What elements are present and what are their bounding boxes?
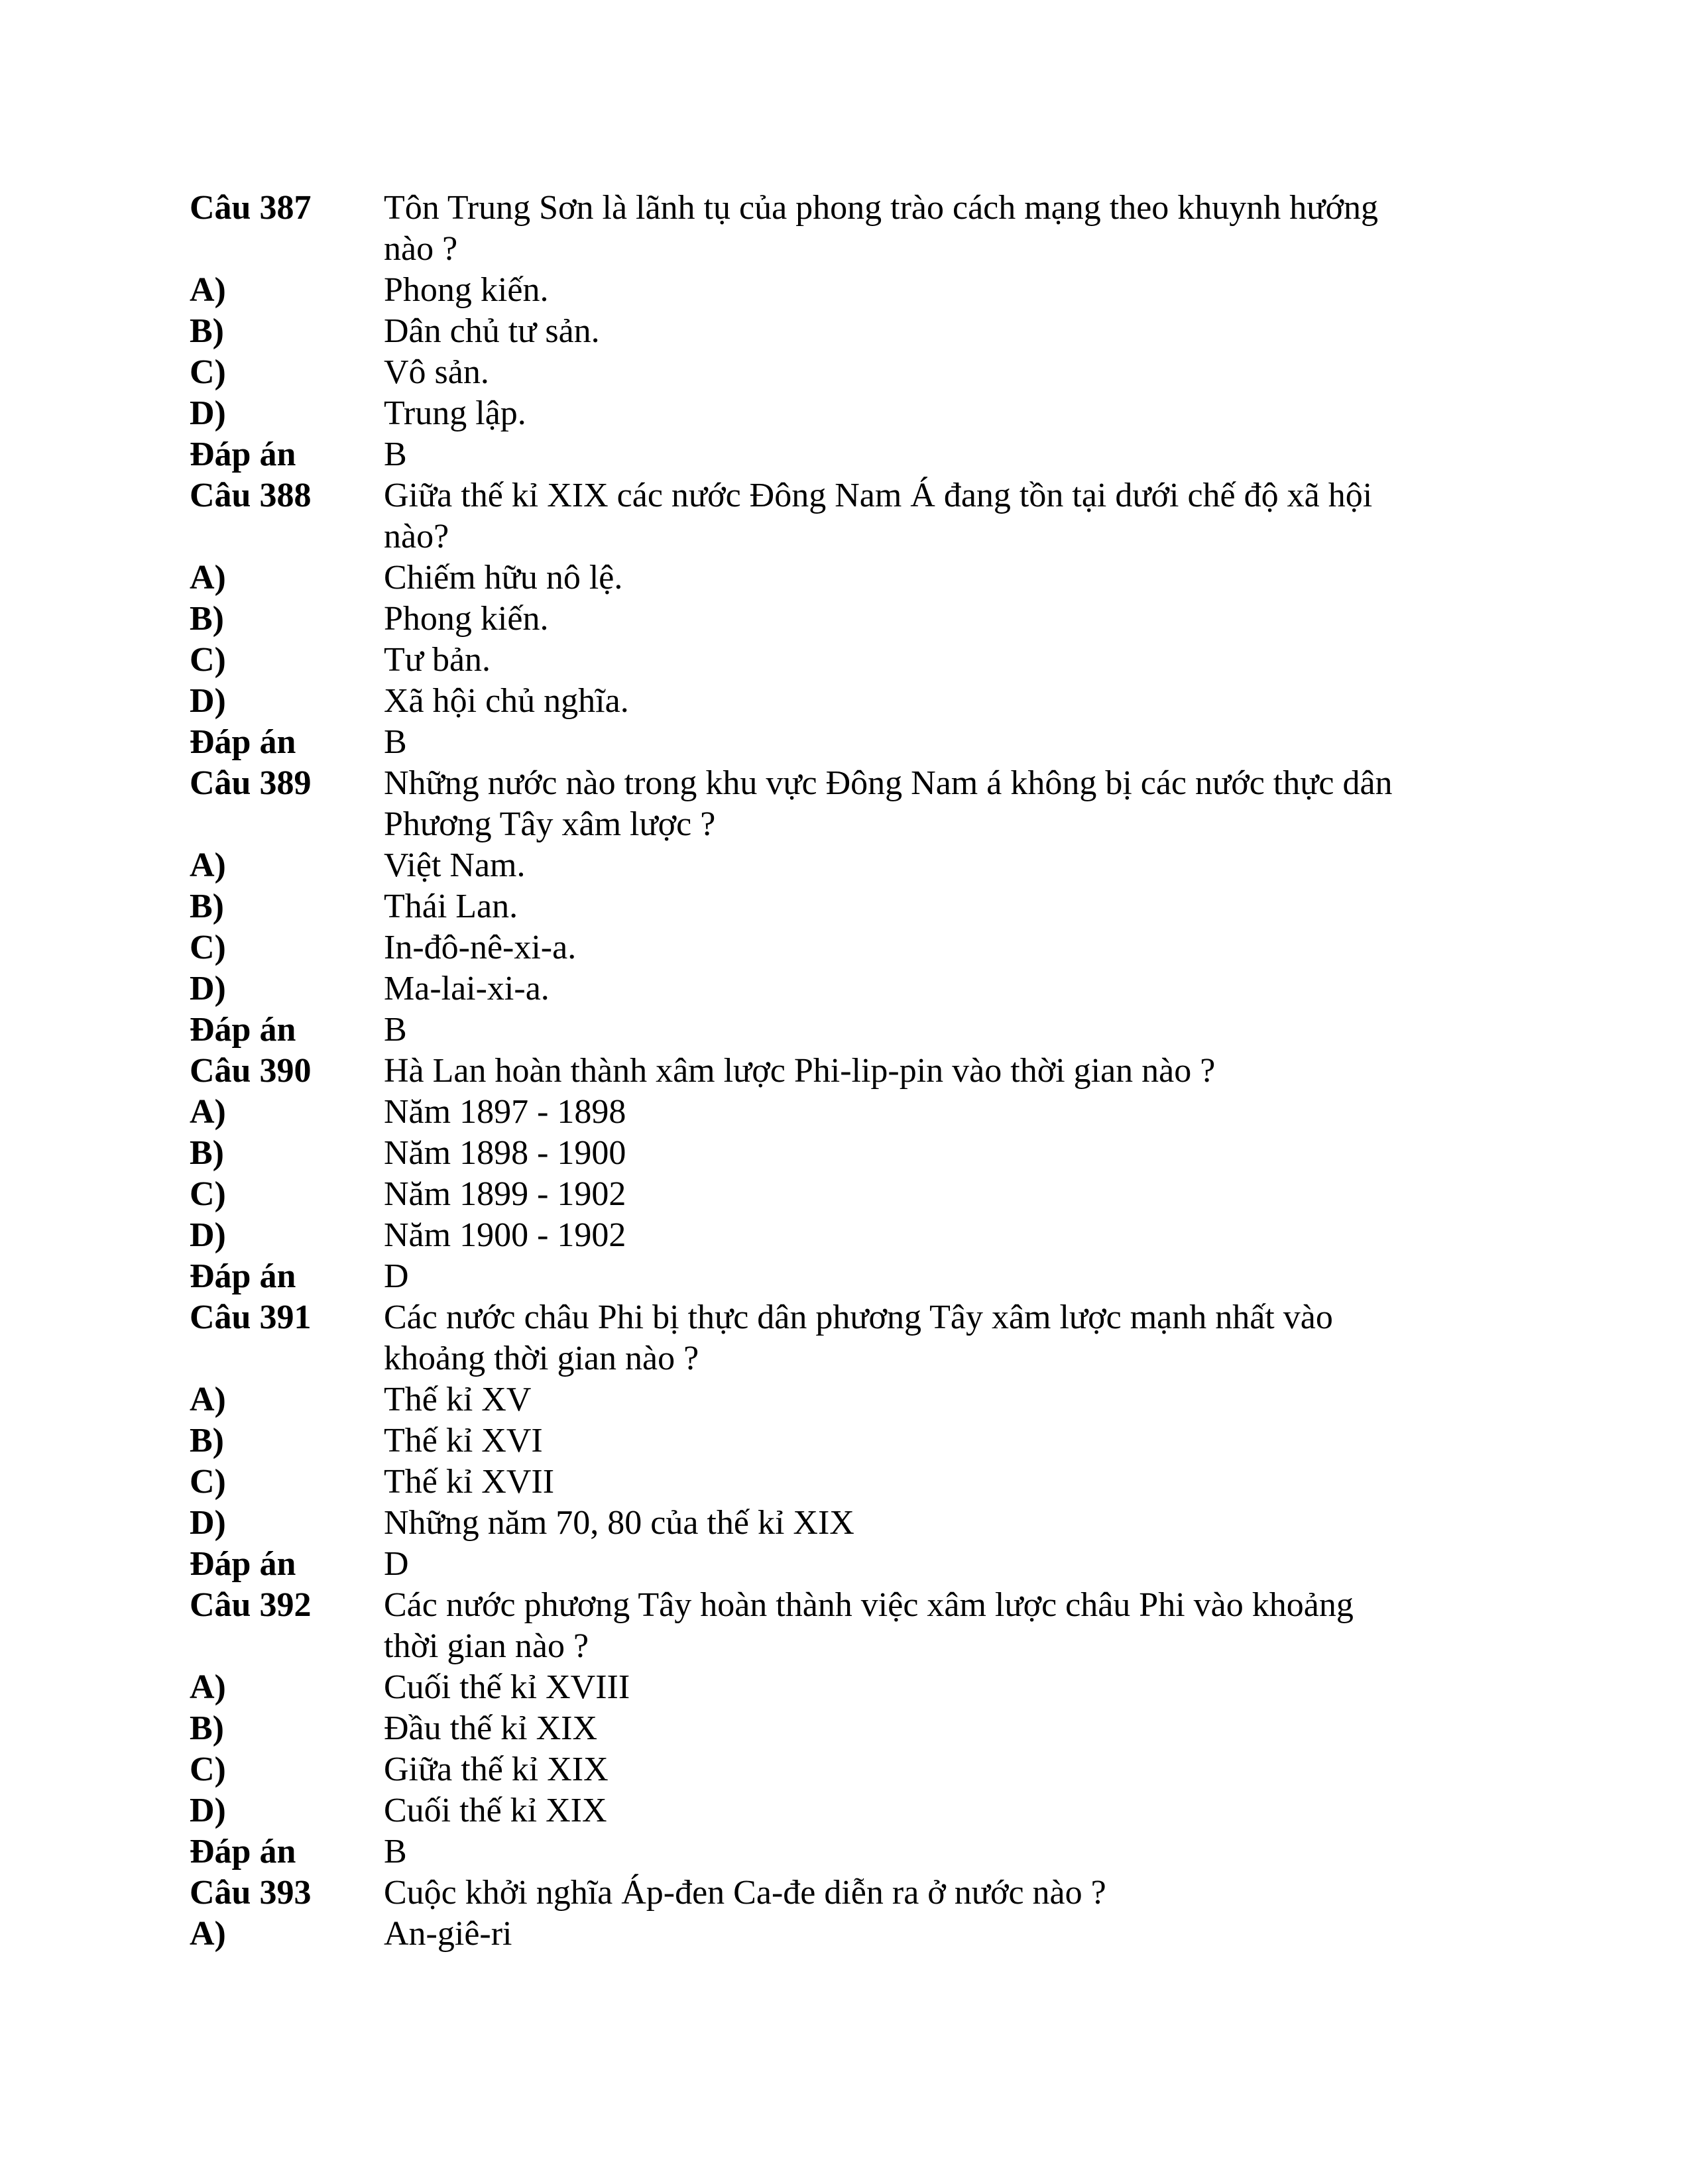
answer-row-text: B [384,723,407,761]
option-row [190,968,1489,1009]
option-row-text: Giữa thế kỉ XIX [384,1751,609,1788]
option-row-label: A) [190,559,226,597]
option-row [190,1708,1489,1749]
option-row-label: B) [190,600,224,638]
option-row-text: Chiếm hữu nô lệ. [384,559,623,597]
question-row-label: Câu 393 [190,1874,312,1912]
option-row [190,393,1489,434]
option-row-label: B) [190,1422,224,1460]
answer-row-label: Đáp án [190,1011,296,1049]
option-row-label: B) [190,888,224,925]
option-row [190,1379,1489,1420]
option-row [190,1462,1489,1503]
option-row [190,352,1489,393]
answer-row-text: B [384,1833,407,1870]
answer-row-label: Đáp án [190,1545,296,1583]
option-row [190,681,1489,722]
option-row-label: A) [190,1915,226,1953]
answer-row [190,1256,1489,1297]
option-row-label: C) [190,1463,226,1501]
option-row-label: D) [190,1792,226,1829]
question-row-label: Câu 389 [190,764,312,802]
answer-row-label: Đáp án [190,1257,296,1295]
option-row-label: B) [190,312,224,350]
answer-row [190,434,1489,475]
option-row-text: Xã hội chủ nghĩa. [384,682,629,720]
option-row [190,845,1489,886]
option-row-label: D) [190,394,226,432]
option-row-text: Thế kỉ XVI [384,1422,543,1460]
question-row-text: Giữa thế kỉ XIX các nước Đông Nam Á đang tồn tại dưới chế độ xã hội nào? [384,477,1373,555]
question-row-label: Câu 387 [190,189,312,227]
option-row-label: D) [190,682,226,720]
question-row [190,1051,1489,1092]
option-row-text: Cuối thế kỉ XVIII [384,1668,630,1706]
answer-row-text: D [384,1257,409,1295]
option-row [190,1420,1489,1462]
option-row-text: Đầu thế kỉ XIX [384,1709,598,1747]
question-row-label: Câu 388 [190,477,312,514]
option-row-label: A) [190,1668,226,1706]
answer-row-text: B [384,435,407,473]
option-row-text: Năm 1897 - 1898 [384,1093,626,1131]
option-row [190,311,1489,352]
answer-row [190,722,1489,763]
option-row-label: A) [190,271,226,309]
option-row [190,927,1489,968]
option-row [190,557,1489,599]
option-row-text: Phong kiến. [384,271,549,309]
option-row-text: Thái Lan. [384,888,518,925]
answer-row-text: B [384,1011,407,1049]
option-row-label: D) [190,970,226,1007]
answer-row-label: Đáp án [190,723,296,761]
option-row-text: Dân chủ tư sản. [384,312,600,350]
option-row-text: Cuối thế kỉ XIX [384,1792,607,1829]
option-row-text: Những năm 70, 80 của thế kỉ XIX [384,1504,854,1542]
option-row [190,640,1489,681]
option-row-text: Thế kỉ XV [384,1381,532,1418]
option-row [190,886,1489,927]
option-row-label: D) [190,1216,226,1254]
question-row [190,1585,1489,1667]
quiz-document [190,188,1489,1955]
option-row-text: An-giê-ri [384,1915,512,1953]
question-row-text: Những nước nào trong khu vực Đông Nam á không bị các nước thực dân Phương Tây xâm lược ? [384,764,1393,843]
question-row-label: Câu 392 [190,1586,312,1624]
option-row-label: A) [190,846,226,884]
option-row [190,1667,1489,1708]
option-row-text: Thế kỉ XVII [384,1463,555,1501]
option-row [190,1749,1489,1790]
question-row [190,475,1489,557]
option-row-label: B) [190,1709,224,1747]
option-row-text: Năm 1899 - 1902 [384,1175,626,1213]
answer-row-label: Đáp án [190,1833,296,1870]
question-row-text: Các nước phương Tây hoàn thành việc xâm lược châu Phi vào khoảng thời gian nào ? [384,1586,1354,1665]
question-row [190,1297,1489,1379]
question-row-text: Hà Lan hoàn thành xâm lược Phi-lip-pin vào thời gian nào ? [384,1052,1216,1090]
option-row-label: A) [190,1093,226,1131]
answer-row [190,1009,1489,1051]
option-row [190,1215,1489,1256]
question-row [190,1872,1489,1914]
question-row-label: Câu 390 [190,1052,312,1090]
option-row [190,1092,1489,1133]
answer-row [190,1544,1489,1585]
question-row-label: Câu 391 [190,1298,312,1336]
option-row-text: Năm 1898 - 1900 [384,1134,626,1172]
option-row-label: C) [190,353,226,391]
answer-row-text: D [384,1545,409,1583]
question-row-text: Tôn Trung Sơn là lãnh tụ của phong trào cách mạng theo khuynh hướng nào ? [384,189,1378,268]
option-row [190,599,1489,640]
answer-row [190,1831,1489,1872]
option-row-text: Phong kiến. [384,600,549,638]
option-row-text: Việt Nam. [384,846,526,884]
option-row-label: C) [190,929,226,966]
option-row-label: C) [190,1751,226,1788]
option-row-label: C) [190,1175,226,1213]
option-row-text: In-đô-nê-xi-a. [384,929,577,966]
option-row-label: D) [190,1504,226,1542]
question-row [190,188,1489,270]
option-row [190,1133,1489,1174]
question-row-text: Các nước châu Phi bị thực dân phương Tây xâm lược mạnh nhất vào khoảng thời gian nào ? [384,1298,1333,1377]
option-row-label: A) [190,1381,226,1418]
option-row [190,270,1489,311]
question-row-text: Cuộc khởi nghĩa Áp-đen Ca-đe diễn ra ở nước nào ? [384,1874,1106,1912]
option-row-text: Năm 1900 - 1902 [384,1216,626,1254]
option-row-text: Vô sản. [384,353,489,391]
option-row [190,1914,1489,1955]
option-row-text: Trung lập. [384,394,526,432]
answer-row-label: Đáp án [190,435,296,473]
question-row [190,763,1489,845]
option-row-text: Ma-lai-xi-a. [384,970,550,1007]
option-row-text: Tư bản. [384,641,491,679]
option-row [190,1174,1489,1215]
option-row-label: B) [190,1134,224,1172]
option-row [190,1790,1489,1831]
option-row [190,1503,1489,1544]
option-row-label: C) [190,641,226,679]
